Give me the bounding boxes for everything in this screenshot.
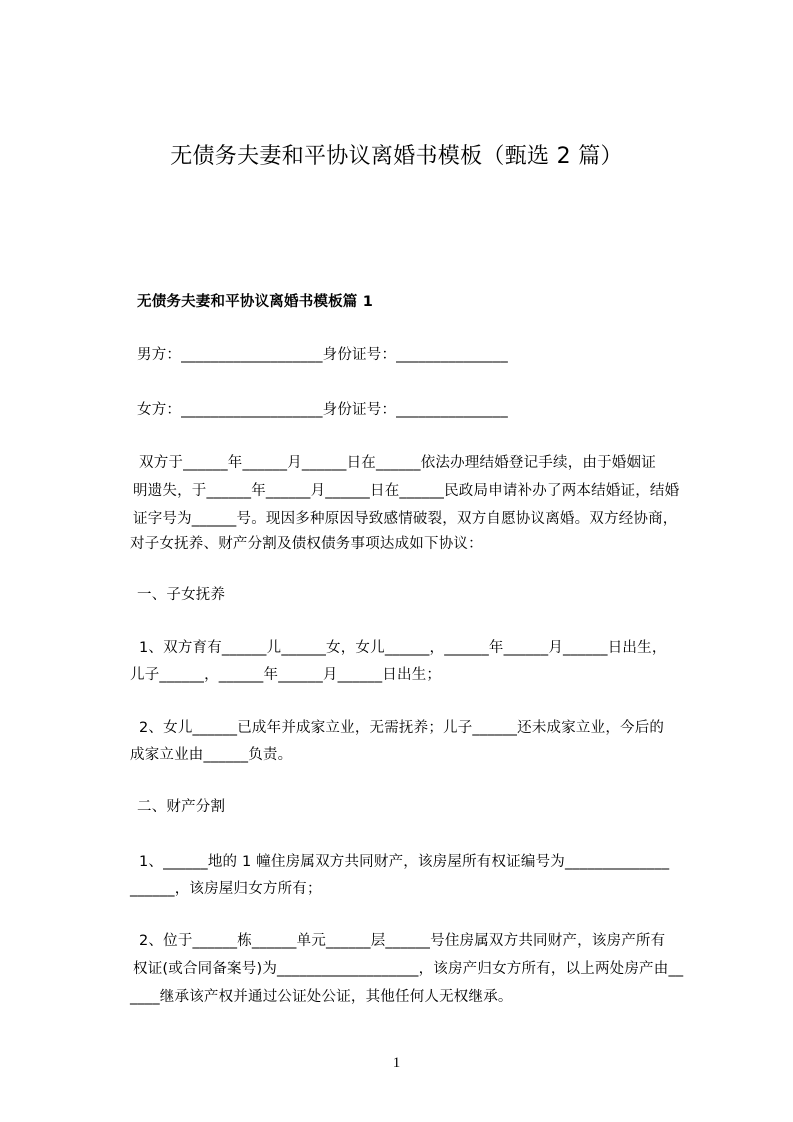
document-title: 无债务夫妻和平协议离婚书模板（甄选 2 篇） xyxy=(170,144,623,169)
paragraph-line: 证字号为______号。现因多种原因导致感情破裂，双方自愿协议离婚。双方经协商， xyxy=(133,511,678,527)
clause-line: 1、双方育有______儿______女，女儿______，______年______月______日出生， xyxy=(139,640,667,656)
section-heading-children: 一、子女抚养 xyxy=(137,587,226,603)
paragraph-line: 双方于______年______月______日在______依法办理结婚登记手续，由于婚姻证 xyxy=(139,455,656,471)
male-info-line: 男方：___________________身份证号：_______________ xyxy=(137,347,508,363)
section-heading-property: 二、财产分割 xyxy=(137,799,226,815)
paragraph-line: 明遗失，于______年______月______日在______民政局申请补办了两本结婚证，结婚 xyxy=(133,483,680,499)
clause-line: ____继承该产权并通过公证处公证，其他任何人无权继承。 xyxy=(130,989,513,1005)
clause-line: ______，该房屋归女方所有； xyxy=(130,881,322,897)
clause-line: 儿子______，______年______月______日出生； xyxy=(130,667,442,683)
clause-line: 1、______地的 1 幢住房属双方共同财产，该房屋所有权证编号为______________ xyxy=(139,854,670,870)
section-title: 无债务夫妻和平协议离婚书模板篇 1 xyxy=(137,294,374,310)
clause-line: 成家立业由______负责。 xyxy=(130,747,293,763)
female-info-line: 女方：___________________身份证号：_______________ xyxy=(137,402,508,418)
paragraph-line: 对子女抚养、财产分割及债权债务事项达成如下协议： xyxy=(130,536,483,552)
clause-line: 2、女儿______已成年并成家立业，无需抚养；儿子______还未成家立业，今后的 xyxy=(139,720,665,736)
clause-line: 权证(或合同备案号)为___________________，该房产归女方所有，以上两处房产由__ xyxy=(133,961,684,977)
clause-line: 2、位于______栋______单元______层______号住房属双方共同财产，该房产所有 xyxy=(139,933,666,949)
page-number: 1 xyxy=(392,1055,401,1071)
